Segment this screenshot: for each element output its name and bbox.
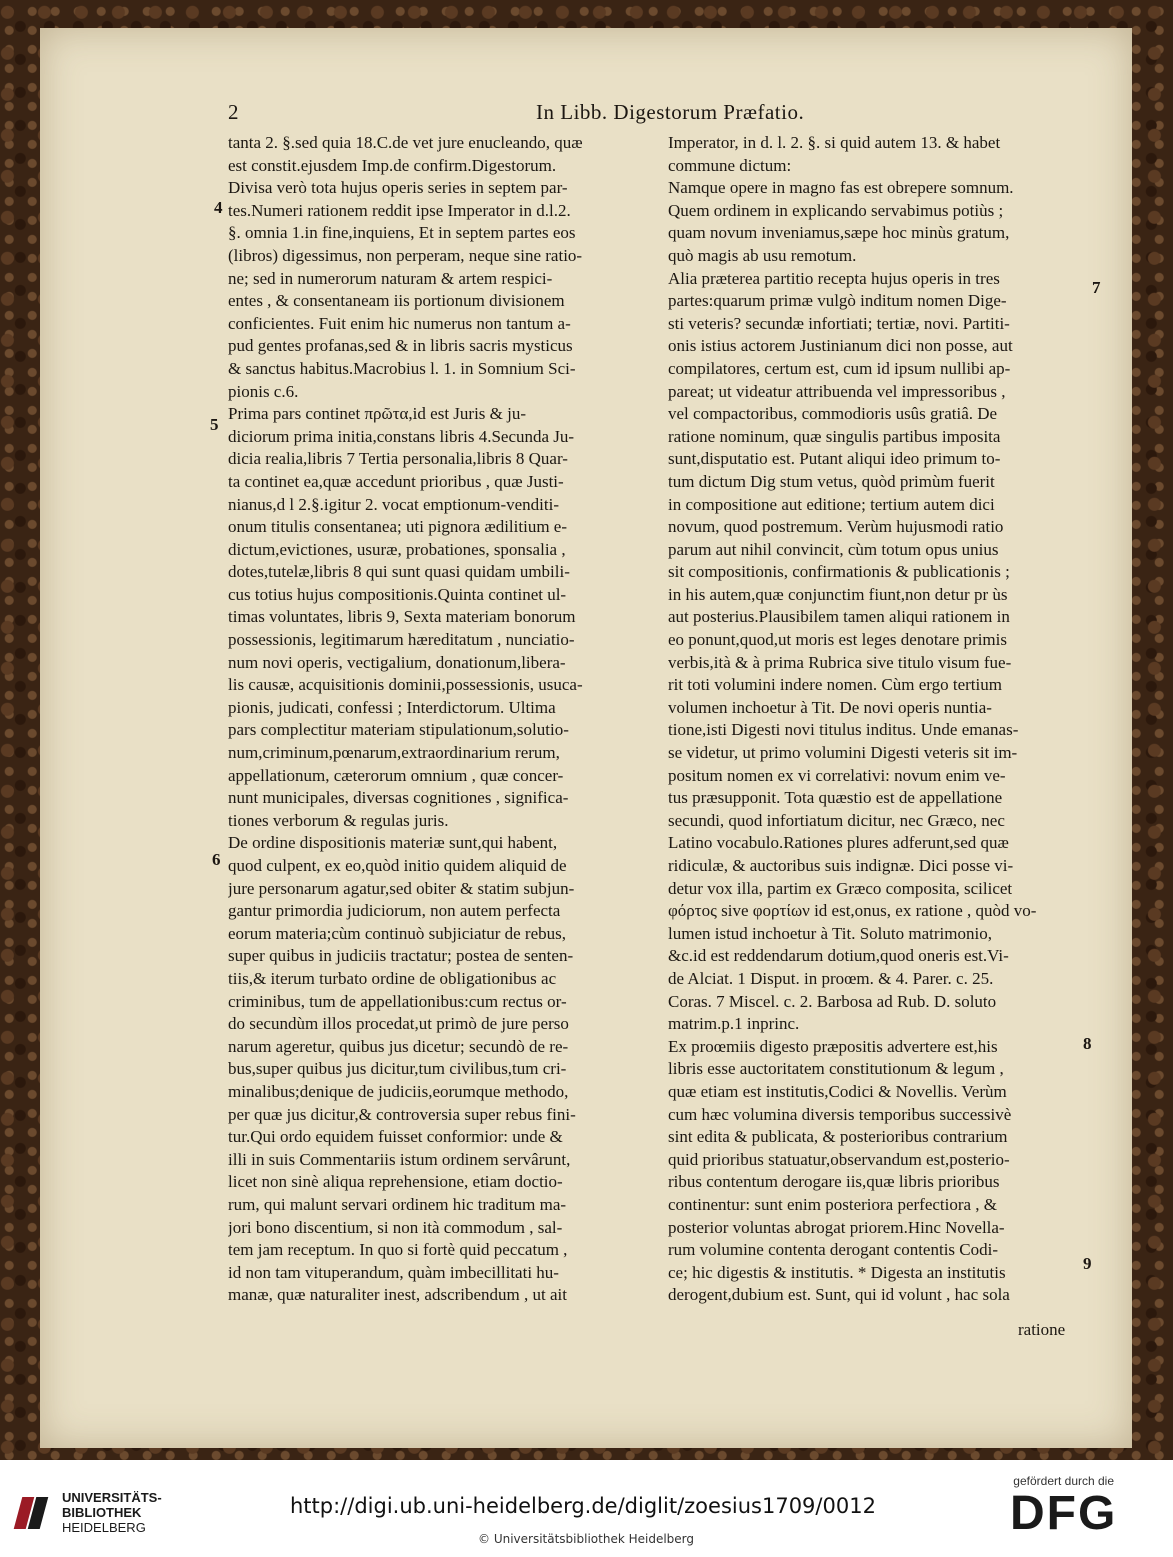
text-line: continentur: sunt enim posteriora perfectiora , &	[668, 1194, 998, 1214]
text-line: Quem ordinem in explicando servabimus potiùs ;	[668, 200, 1004, 220]
text-line: licet non sinè aliqua reprehensione, etiam doctio-	[228, 1172, 563, 1192]
text-line: partes:quarum primæ vulgò inditum nomen Dige-	[668, 291, 1007, 311]
text-line: ne; sed in numerorum naturam & artem respici-	[228, 268, 553, 288]
text-line: Namque opere in magno fas est obrepere somnum.	[668, 178, 1014, 198]
text-line: aut posterius.Plausibilem tamen aliqui rationem in	[668, 607, 1010, 627]
text-line: compilatores, certum est, cum id ipsum nullibi ap-	[668, 358, 1011, 378]
page-number: 2	[228, 100, 239, 124]
book-page	[40, 28, 1132, 1448]
text-line: pareat; ut videatur attribuenda vel impressoribus ,	[668, 381, 1006, 401]
text-line: libris esse auctoritatem constitutionum & legum ,	[668, 1059, 1004, 1079]
text-line: tanta 2. §.sed quia 18.C.de vet jure enucleando, quæ	[228, 133, 583, 152]
text-line: manæ, quæ naturaliter inest, adscribendum , ut ait	[228, 1285, 567, 1305]
copyright-notice: © Universitätsbibliothek Heidelberg	[478, 1532, 695, 1546]
dfg-wordmark: DFG	[1010, 1487, 1118, 1540]
text-line: sti veteris? secundæ infortiati; tertiæ, novi. Partiti-	[668, 313, 1010, 333]
text-line: tem jam receptum. In quo si fortè quid peccatum ,	[228, 1240, 568, 1260]
text-line: tiis,& iterum turbato ordine de obligationibus ac	[228, 968, 557, 988]
text-line: quid prioribus statuatur,observandum est,posterio-	[668, 1149, 1010, 1169]
text-line: quod culpent, ex eo,quòd initio quidem aliquid de	[228, 856, 567, 875]
text-line: ratione nominum, quæ singulis partibus imposita	[668, 426, 1001, 446]
text-line: sit compositionis, confirmationis & publicationis ;	[668, 562, 1010, 582]
text-line: detur vox illa, partim ex Græco composita, scilicet	[668, 878, 1013, 898]
text-line: lis causæ, acquisitionis dominii,possessionis, usuca-	[228, 675, 583, 695]
text-line: conficientes. Fuit enim hic numerus non tantum a-	[228, 313, 571, 333]
text-line: §. omnia 1.in fine,inquiens, Et in septem partes eos	[228, 223, 576, 243]
margin-number-7: 7	[1092, 278, 1101, 297]
ub-logo-text	[62, 1490, 162, 1535]
viewer-footer	[0, 1460, 1173, 1557]
ub-heidelberg-logo[interactable]	[18, 1490, 162, 1535]
text-line: rit toti volumini indere nomen. Cùm ergo tertium	[668, 675, 1002, 695]
margin-number-9: 9	[1083, 1254, 1092, 1273]
text-line: num,criminum,pœnarum,extraordinarium rerum,	[228, 743, 560, 763]
text-line: gantur primordia judiciorum, non autem perfecta	[228, 901, 561, 921]
text-line: rum volumine contenta derogant contentis Codi-	[668, 1240, 999, 1260]
text-line: &c.id est reddendarum dotium,quod oneris est.Vi-	[668, 946, 1009, 966]
text-line: Alia prætereа partitio recepta hujus operis in tres	[668, 268, 1000, 288]
text-line: eorum materia;cùm continuò subjiciatur de rebus,	[228, 923, 567, 943]
text-line: cum hæc volumina diversis temporibus successivè	[668, 1104, 1012, 1124]
text-line: vel compactoribus, commodioris usûs gratiâ. De	[668, 404, 998, 424]
ub-line-3: HEIDELBERG	[62, 1520, 146, 1535]
text-line: quam novum inveniamus,sæpe hoc minùs gratum,	[668, 223, 1010, 243]
permalink-url[interactable]: http://digi.ub.uni-heidelberg.de/diglit/zoesius1709/0012	[290, 1494, 876, 1518]
text-line: tur.Qui ordo equidem fuisset conformior: unde &	[228, 1127, 563, 1147]
text-line: in his autem,quæ conjunctim fiunt,non detur pr ùs	[668, 584, 1008, 604]
text-line: lumen istud inchoetur à Tit. Soluto matrimonio,	[668, 923, 992, 943]
text-line: jori bono discentium, si non ità commodum , sal-	[228, 1217, 563, 1237]
sponsor-text: gefördert durch die	[1013, 1474, 1115, 1488]
left-text-column	[228, 132, 648, 1307]
text-line: de Alciat. 1 Disput. in proœm. & 4. Parer. c. 25.	[668, 968, 994, 988]
text-line: Latino vocabulo.Rationes plures adferunt,sed quæ	[668, 833, 1009, 853]
text-line: per quæ jus dicitur,& controversia super rebus fini-	[228, 1104, 576, 1124]
margin-number-5: 5	[210, 415, 219, 434]
text-line: volumen inchoetur à Tit. De novi operis nuntia-	[668, 697, 992, 717]
margin-number-8: 8	[1083, 1034, 1092, 1053]
text-line: Divisa verò tota hujus operis series in septem par-	[228, 178, 568, 198]
text-line: super quibus in judiciis tractatur; postea de senten-	[228, 946, 574, 966]
text-line: dotes,tutelæ,libris 8 qui sunt quasi quidam umbili-	[228, 562, 570, 582]
text-line: tum dictum Dig stum vetus, quòd primùm fuerit	[668, 471, 995, 491]
ub-line-1: UNIVERSITÄTS-	[62, 1490, 162, 1505]
text-line: appellationum, cæterorum omnium , quæ concer-	[228, 765, 564, 785]
text-line: Prima pars continet πρῶτα,id est Juris & ju-	[228, 404, 527, 424]
text-line: illi in suis Commentariis istum ordinem servârunt,	[228, 1149, 571, 1169]
text-line: narum ageretur, quibus jus dicetur; secundò de re-	[228, 1036, 569, 1056]
running-head: In Libb. Digestorum Præfatio.	[536, 100, 805, 124]
text-line: sunt,disputatio est. Putant aliqui ideo primum to-	[668, 449, 1001, 469]
text-line: pionis, judicati, confessi ; Interdictorum. Ultima	[228, 697, 556, 717]
text-line: tione,isti Digesti novi titulus inditus. Unde emanas-	[668, 720, 1019, 740]
text-line: num novi operis, vectigalium, donationum,libera-	[228, 652, 566, 672]
text-line: eo ponunt,quod,ut moris est leges denotare primis	[668, 630, 1007, 650]
text-line: posterior voluntas abrogat priorem.Hinc Novella-	[668, 1217, 1005, 1237]
text-line: in compositione aut editione; tertium autem dici	[668, 494, 995, 514]
catchword: ratione	[1018, 1320, 1066, 1339]
text-line: entes , & consentaneam iis portionum divisionem	[228, 291, 565, 311]
text-line: positum nomen ex vi correlativi: novum enim ve-	[668, 765, 1006, 785]
text-line: id non tam vituperandum, quàm imbecillitati hu-	[228, 1262, 559, 1282]
text-line: Ex proœmiis digesto præpositis advertere est,his	[668, 1036, 998, 1056]
text-line: ribus contentum derogare iis,quæ libris prioribus	[668, 1172, 1000, 1192]
text-line: matrim.p.1 inprinc.	[668, 1014, 800, 1034]
text-line: pionis c.6.	[228, 381, 299, 401]
text-line: tes.Numeri rationem reddit ipse Imperator in d.l.2.	[228, 200, 571, 220]
dfg-logo[interactable]	[1010, 1474, 1117, 1540]
text-line: quò magis ab usu remotum.	[668, 245, 857, 265]
text-line: & sanctus habitus.Macrobius l. 1. in Somnium Sci-	[228, 358, 576, 378]
text-line: Coras. 7 Miscel. c. 2. Barbosa ad Rub. D. soluto	[668, 991, 997, 1011]
text-line: Imperator, in d. l. 2. §. si quid autem 13. & habet	[668, 133, 1001, 152]
margin-number-6: 6	[212, 850, 221, 869]
text-line: do secundùm illos procedat,ut primò de jure perso	[228, 1014, 569, 1034]
text-line: φόρτος sive φορτίων id est,onus, ex ratione , quòd vo-	[668, 901, 1037, 921]
text-line: quæ etiam est institutis,Codici & Novellis. Verùm	[668, 1081, 1007, 1101]
text-line: est constit.ejusdem Imp.de confirm.Digestorum.	[228, 155, 557, 175]
text-line: tiones verborum & regulas juris.	[228, 810, 449, 830]
ub-line-2: BIBLIOTHEK	[62, 1505, 142, 1520]
text-line: sint edita & publicata, & posterioribus contrarium	[668, 1127, 1008, 1147]
text-line: se videtur, ut primo volumini Digesti veteris sit im-	[668, 743, 1018, 763]
text-line: criminibus, tum de appellationibus:cum rectus or-	[228, 991, 567, 1011]
right-text-column	[668, 132, 1088, 1307]
text-line: dicia realia,libris 7 Tertia personalia,libris 8 Quar-	[228, 449, 568, 469]
text-line: jure personarum agatur,sed obiter & statim subjun-	[228, 878, 575, 898]
text-line: nunt municipales, diversas cognitiones , significa-	[228, 788, 569, 808]
text-line: derogent,dubium est. Sunt, qui id volunt , hac sola	[668, 1285, 1010, 1305]
text-line: tus præsupponit. Tota quæstio est de appellatione	[668, 788, 1003, 808]
text-line: possessionis, legitimarum hæreditatum , nunciatio-	[228, 630, 575, 650]
text-line: nianus,d l 2.§.igitur 2. vocat emptionum-venditi-	[228, 494, 559, 514]
text-line: onis istius actorem Justinianum dici non posse, aut	[668, 336, 1013, 356]
text-line: bus,super quibus jus dicitur,tum civilibus,tum cri-	[228, 1059, 567, 1079]
text-line: novum, quod postremum. Verùm hujusmodi ratio	[668, 517, 1004, 537]
text-line: dictum,evictiones, usuræ, probationes, sponsalia ,	[228, 539, 566, 559]
text-line: (libros) digessimus, non perperam, neque sine ratio-	[228, 245, 583, 265]
text-line: diciorum prima initia,constans libris 4.Secunda Ju-	[228, 426, 575, 446]
text-line: commune dictum:	[668, 155, 792, 175]
text-line: pars complectitur materiam stipulationum,solutio-	[228, 720, 569, 740]
text-line: verbis,ità & à prima Rubrica sive titulo visum fue-	[668, 652, 1012, 672]
text-line: minalibus;denique de judiciis,eorumque methodo,	[228, 1081, 569, 1101]
text-line: rum, qui malunt servari ordinem hic traditum ma-	[228, 1194, 567, 1214]
text-line: parum aut nihil convincit, cùm totum opus unius	[668, 539, 999, 559]
text-line: ta continet ea,quæ accedunt prioribus , quæ Justi-	[228, 471, 564, 491]
text-line: ce; hic digestis & institutis. * Digesta an institutis	[668, 1262, 1006, 1282]
ub-logo-icon	[18, 1493, 58, 1533]
margin-number-4: 4	[214, 198, 223, 217]
text-line: ridiculæ, & auctoribus suis indignæ. Dici posse vi-	[668, 856, 1014, 875]
text-line: De ordine dispositionis materiæ sunt,qui habent,	[228, 833, 558, 853]
text-line: secundi, quod infortiatum dicitur, nec Græco, nec	[668, 810, 1005, 830]
text-line: onum titulis consentanea; uti pignora ædilitium e-	[228, 517, 568, 537]
text-line: timas voluntates, libris 9, Sexta materiam bonorum	[228, 607, 576, 627]
text-line: pud gentes profanas,sed & in libris sacris mysticus	[228, 336, 573, 356]
text-line: cus totius hujus compositionis.Quinta continet ul-	[228, 584, 567, 604]
